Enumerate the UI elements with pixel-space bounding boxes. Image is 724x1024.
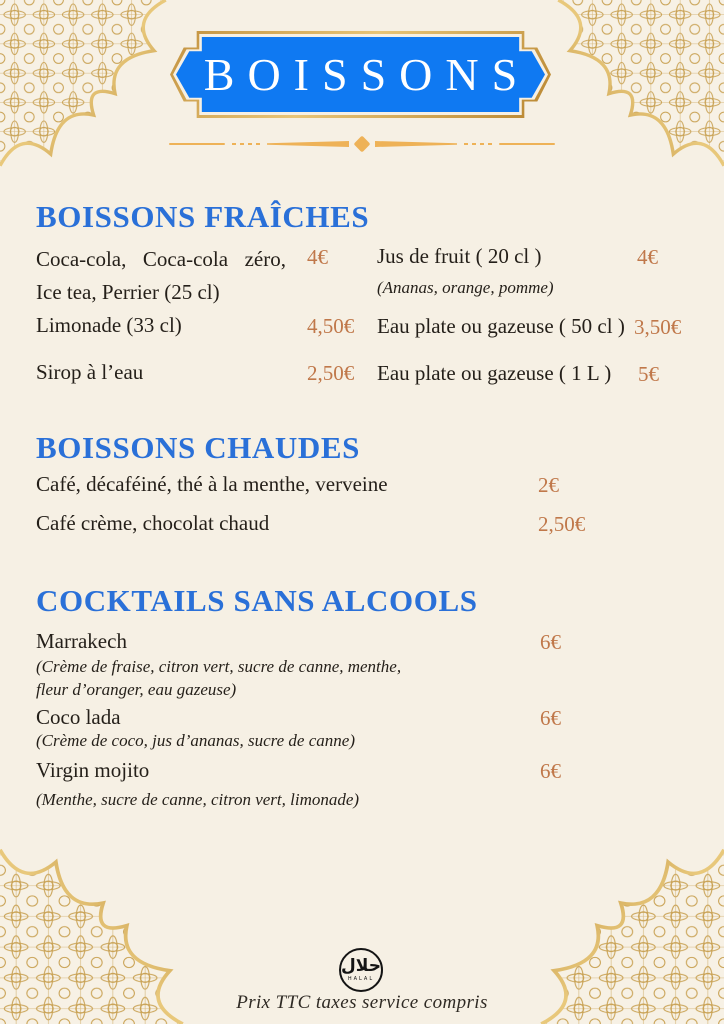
item-name: Sirop à l’eau — [36, 360, 144, 384]
item-price: 4€ — [307, 245, 328, 269]
section-heading-boissons-fraiches: BOISSONS FRAÎCHES — [36, 199, 370, 234]
divider-diamond-icon — [354, 136, 371, 153]
item-price: 2,50€ — [538, 512, 586, 536]
divider-line — [499, 143, 555, 145]
item-name: Coco lada — [36, 705, 121, 729]
item-name: Limonade (33 cl) — [36, 313, 182, 337]
item-price: 6€ — [540, 630, 561, 654]
arabesque-corner-top-left — [0, 0, 195, 195]
halal-badge-icon — [339, 948, 383, 992]
item-price: 6€ — [540, 706, 561, 730]
item-name: Virgin mojito — [36, 758, 150, 782]
divider-taper — [375, 141, 457, 147]
item-price: 3,50€ — [634, 315, 682, 339]
arabesque-corner-top-right — [529, 0, 724, 195]
item-description: (Crème de fraise, citron vert, sucre de canne, menthe, fleur d’oranger, eau gazeuse) — [36, 657, 402, 699]
item-description: (Crème de coco, jus d’ananas, sucre de canne) — [36, 731, 355, 750]
title-banner — [170, 31, 551, 118]
item-description: (Ananas, orange, pomme) — [377, 278, 554, 297]
footer-note: Prix TTC taxes service compris — [236, 992, 488, 1013]
item-name: Jus de fruit ( 20 cl ) — [377, 244, 542, 268]
item-name: Marrakech — [36, 629, 127, 653]
item-name: Café, décaféiné, thé à la menthe, verveine — [36, 472, 388, 496]
divider-ornament — [0, 138, 724, 150]
divider-dots — [232, 143, 260, 145]
item-name: Eau plate ou gazeuse ( 50 cl ) — [377, 314, 625, 338]
item-price: 5€ — [638, 362, 659, 386]
item-price: 4,50€ — [307, 314, 355, 338]
item-description: (Menthe, sucre de canne, citron vert, limonade) — [36, 790, 360, 809]
item-name: Eau plate ou gazeuse ( 1 L ) — [377, 361, 612, 385]
divider-taper — [267, 141, 349, 147]
halal-label: HALAL — [347, 976, 375, 982]
page-title: BOISSONS — [203, 49, 531, 100]
halal-arabic-text: حلال — [341, 956, 381, 976]
item-name: Café crème, chocolat chaud — [36, 511, 270, 535]
item-price: 2€ — [538, 473, 559, 497]
item-name: Coca-cola, Coca-cola zéro, Ice tea, Perrier (25 cl) — [36, 247, 286, 304]
section-heading-cocktails-sans-alcools: COCKTAILS SANS ALCOOLS — [36, 583, 478, 618]
divider-dots — [464, 143, 492, 145]
item-price: 2,50€ — [307, 361, 355, 385]
item-price: 6€ — [540, 759, 561, 783]
divider-line — [169, 143, 225, 145]
section-heading-boissons-chaudes: BOISSONS CHAUDES — [36, 430, 361, 465]
item-price: 4€ — [637, 245, 658, 269]
